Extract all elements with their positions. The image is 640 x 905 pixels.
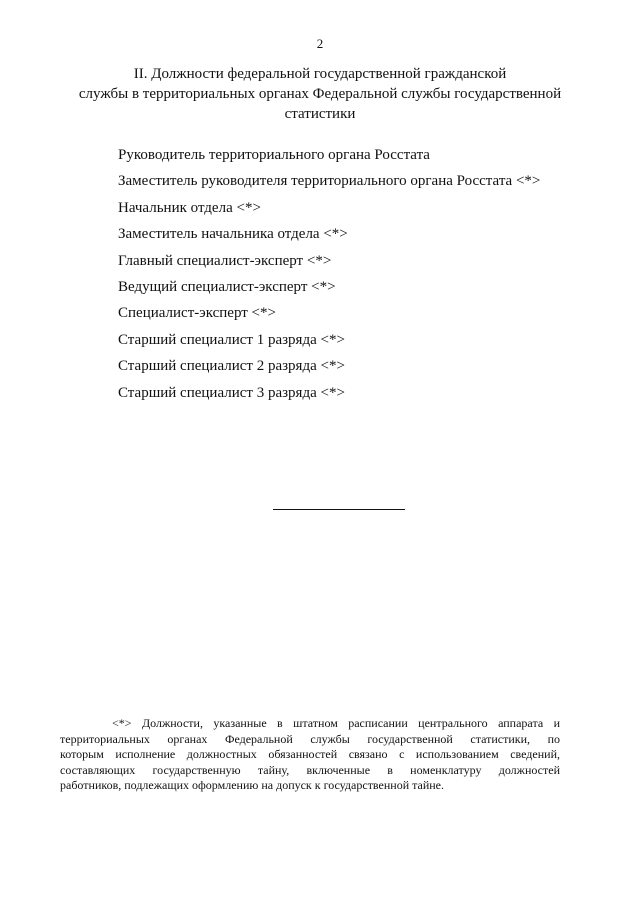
footnote <box>60 716 560 794</box>
footnote-line: составляющих государственную тайну, включенные в номенклатуру должностей <box>60 762 560 777</box>
footnote-line: территориальных органах Федеральной службы государственной статистики, по <box>60 731 560 746</box>
position-item: Старший специалист 2 разряда <*> <box>118 358 345 375</box>
page-number: 2 <box>316 36 324 51</box>
position-item: Заместитель руководителя территориального органа Росстата <*> <box>118 173 541 190</box>
section-divider <box>273 509 405 510</box>
footnote-line: <*> Должности, указанные в штатном расписании центрального аппарата и <box>112 716 560 730</box>
position-item: Главный специалист-эксперт <*> <box>118 252 332 269</box>
footnote-line: которым исполнение должностных обязанностей связано с использованием сведений, <box>60 747 560 761</box>
section-title <box>60 64 580 124</box>
section-title-line-1: II. Должности федеральной государственной гражданской <box>133 66 507 82</box>
position-item: Специалист-эксперт <*> <box>118 305 276 322</box>
position-item: Ведущий специалист-эксперт <*> <box>118 278 336 295</box>
positions-list <box>118 142 540 406</box>
section-title-line-3: статистики <box>284 106 356 122</box>
position-item: Старший специалист 3 разряда <*> <box>118 384 345 401</box>
position-item: Старший специалист 1 разряда <*> <box>118 331 345 348</box>
section-title-line-2: службы в территориальных органах Федеральной службы государственной <box>78 86 562 102</box>
position-item: Начальник отдела <*> <box>118 199 261 216</box>
footnote-line: работников, подлежащих оформлению на допуск к государственной тайне. <box>60 778 445 792</box>
position-item: Руководитель территориального органа Росстата <box>118 147 430 163</box>
position-item: Заместитель начальника отдела <*> <box>118 226 348 243</box>
